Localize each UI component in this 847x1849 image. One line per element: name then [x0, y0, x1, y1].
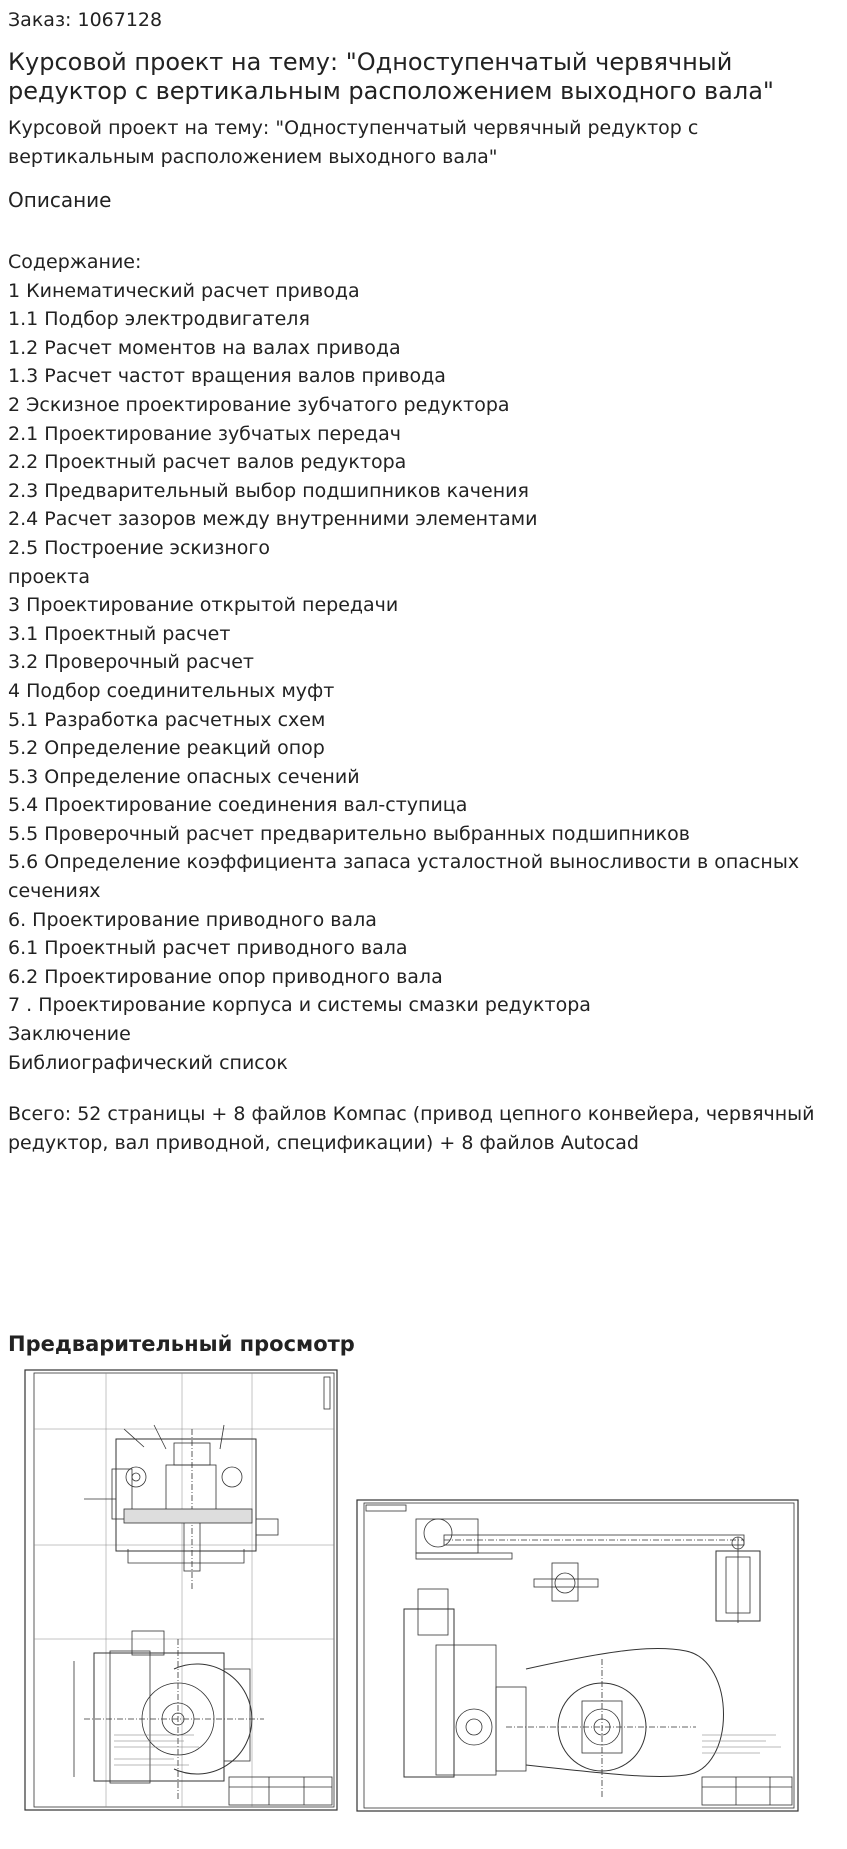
contents-item: 4 Подбор соединительных муфт	[8, 679, 335, 702]
preview-heading: Предварительный просмотр	[8, 1332, 355, 1356]
contents-list	[8, 248, 838, 1077]
description-heading: Описание	[8, 188, 112, 212]
contents-item: 2.1 Проектирование зубчатых передач	[8, 422, 401, 445]
page-subtitle: Курсовой проект на тему: "Одноступенчатый червячный редуктор с вертикальным расположением выходного вала"	[8, 117, 699, 168]
contents-item: 5.2 Определение реакций опор	[8, 737, 325, 760]
contents-item: 2.3 Предварительный выбор подшипников качения	[8, 479, 529, 502]
contents-item: 5.6 Определение коэффициента запаса усталостной выносливости в опасных сечениях	[8, 851, 800, 903]
preview-drawing-gearbox[interactable]	[24, 1369, 338, 1811]
contents-item: 5.1 Разработка расчетных схем	[8, 708, 326, 731]
contents-item: проекта	[8, 565, 90, 588]
contents-item: 3.2 Проверочный расчет	[8, 651, 254, 674]
contents-item: 5.3 Определение опасных сечений	[8, 765, 360, 788]
preview-drawing-drive[interactable]	[356, 1499, 799, 1812]
contents-item: 6.2 Проектирование опор приводного вала	[8, 965, 443, 988]
contents-item: Библиографический список	[8, 1051, 288, 1074]
order-number: Заказ: 1067128	[8, 9, 163, 31]
contents-item: 1.2 Расчет моментов на валах привода	[8, 336, 401, 359]
contents-item: 5.5 Проверочный расчет предварительно выбранных подшипников	[8, 822, 690, 845]
contents-item: 2.2 Проектный расчет валов редуктора	[8, 451, 407, 474]
contents-item: 1 Кинематический расчет привода	[8, 279, 360, 302]
contents-item: 2 Эскизное проектирование зубчатого редуктора	[8, 393, 510, 416]
contents-item: 3 Проектирование открытой передачи	[8, 594, 399, 617]
contents-heading: Содержание:	[8, 251, 142, 273]
contents-item: 2.4 Расчет зазоров между внутренними элементами	[8, 508, 538, 531]
contents-item: 6. Проектирование приводного вала	[8, 908, 377, 931]
contents-item: 5.4 Проектирование соединения вал-ступица	[8, 794, 468, 817]
contents-item: 6.1 Проектный расчет приводного вала	[8, 937, 408, 960]
contents-item: 3.1 Проектный расчет	[8, 622, 231, 645]
contents-item: 2.5 Построение эскизного	[8, 536, 271, 559]
contents-item: 7 . Проектирование корпуса и системы смазки редуктора	[8, 994, 591, 1017]
page-title: Курсовой проект на тему: "Одноступенчатый червячный редуктор с вертикальным расположением выходного вала"	[8, 48, 774, 105]
total-summary: Всего: 52 страницы + 8 файлов Компас (привод цепного конвейера, червячный редуктор, вал приводной, спецификации) + 8 файлов Autocad	[8, 1103, 815, 1154]
contents-item: Заключение	[8, 1023, 131, 1046]
contents-item: 1.3 Расчет частот вращения валов привода	[8, 365, 446, 388]
contents-item: 1.1 Подбор электродвигателя	[8, 308, 310, 331]
